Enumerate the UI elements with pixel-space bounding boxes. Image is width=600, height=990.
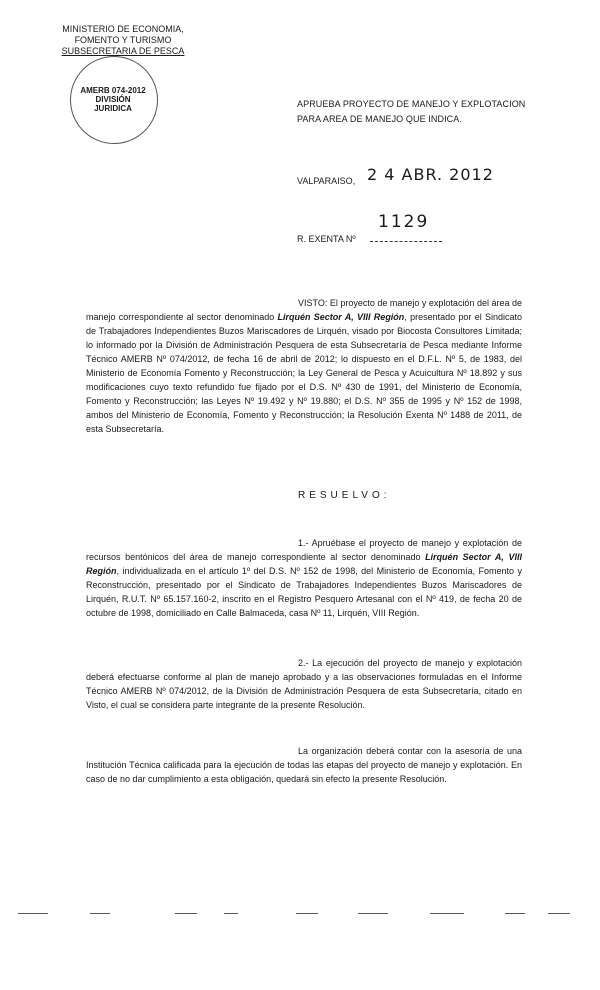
resolution-number: 1129 xyxy=(378,212,430,232)
resuelvo-heading: RESUELVO: xyxy=(298,490,391,501)
subject-line-1: APRUEBA PROYECTO DE MANEJO Y EXPLOTACION xyxy=(297,99,526,109)
article-1-lead: 1.- Apruébase el proyecto de manejo y explotación de recursos bentónicos del área de manejo correspondiente al sector denominado xyxy=(86,538,522,562)
stamp-reference: AMERB 074-2012 xyxy=(80,86,146,95)
footer-mark xyxy=(358,913,388,914)
ministry-subname: FOMENTO Y TURISMO xyxy=(74,35,172,45)
visto-paragraph xyxy=(86,296,522,436)
letterhead xyxy=(58,24,188,57)
ministry-name: MINISTERIO DE ECONOMIA, xyxy=(62,24,184,34)
resolution-number-line xyxy=(370,241,442,242)
article-2-paragraph: 2.- La ejecución del proyecto de manejo y explotación deberá efectuarse conforme al plan de manejo aprobado y a las observaciones formuladas en el Informe Técnico AMERB Nº 074/2012, de la División de Administración Pesquera de esta Subsecretaría, citado en Visto, el cual se considera parte integrante de la presente Resolución. xyxy=(86,658,522,710)
footer-mark xyxy=(430,913,464,914)
subject-block xyxy=(297,97,557,127)
footer-mark xyxy=(18,913,48,914)
article-1-rest: , individualizada en el artículo 1º del D.S. Nº 152 de 1998, del Ministerio de Economía, Fomento y Reconstrucción, presentado por el Sindicato de Trabajadores Independientes Buzos Mariscadores de Lirquén, R.U.T. Nº 65.157.160-2, inscrito en el Registro Pesquero Artesanal con el Nº 419, de fecha 20 de octubre de 1998, domiciliado en Calle Balmaceda, casa Nº 11, Lirquén, VIII Región. xyxy=(86,566,522,618)
visto-lead: VISTO: El proyecto de manejo y explotación del área de manejo correspondiente al sector denominado xyxy=(86,298,522,322)
footer-mark xyxy=(296,913,318,914)
footer-mark xyxy=(224,913,238,914)
visto-rest: , presentado por el Sindicato de Trabajadores Independientes Buzos Mariscadores de Lirquén, visado por Biocosta Consultores Limitada; lo informado por la División de Administración Pesquera de esta Subsecretaría de Pesca mediante Informe Técnico AMERB Nº 074/2012, de fecha 16 de abril de 2012; lo dispuesto en el D.F.L. Nº 5, de 1983, del Ministerio de Economía Fomento y Reconstrucción; la Ley General de Pesca y Acuicultura Nº 18.892 y sus modificaciones cuyo texto refundido fue fijado por el D.S. Nº 430 de 1991, del Ministerio de Economía, Fomento y Reconstrucción; las Leyes Nº 19.492 y Nº 19.880; el D.S. Nº 355 de 1995 y Nº 152 de 1998, ambos del Ministerio de Economía, Fomento y Reconstrucción; la Resolución Exenta Nº 1488 de 2011, de esta Subsecretaría. xyxy=(86,312,522,434)
footer-mark xyxy=(175,913,197,914)
article-1-paragraph xyxy=(86,536,522,620)
resolution-label: R. EXENTA Nº xyxy=(297,234,356,244)
subject-line-2: PARA AREA DE MANEJO QUE INDICA. xyxy=(297,114,462,124)
subsecretaria-name: SUBSECRETARIA DE PESCA xyxy=(61,46,185,56)
stamp-text xyxy=(75,86,151,113)
stamp-division: DIVISIÓN xyxy=(95,95,131,104)
footer-mark xyxy=(90,913,110,914)
date-stamp: 2 4 ABR. 2012 xyxy=(367,165,494,184)
footer-mark xyxy=(548,913,570,914)
visto-sector: Lirquén Sector A, VIII Región xyxy=(277,312,405,322)
place-label: VALPARAISO, xyxy=(297,176,356,186)
stamp-juridica: JURIDICA xyxy=(94,104,132,113)
footer-mark xyxy=(505,913,525,914)
closing-paragraph: La organización deberá contar con la asesoría de una Institución Técnica calificada para la ejecución de todas las etapas del proyecto de manejo y explotación. En caso de no dar cumplimiento a esta obligación, quedará sin efecto la presente Resolución. xyxy=(86,746,522,784)
article-1-sector: Lirquén Sector A, VIII Región xyxy=(86,552,522,576)
